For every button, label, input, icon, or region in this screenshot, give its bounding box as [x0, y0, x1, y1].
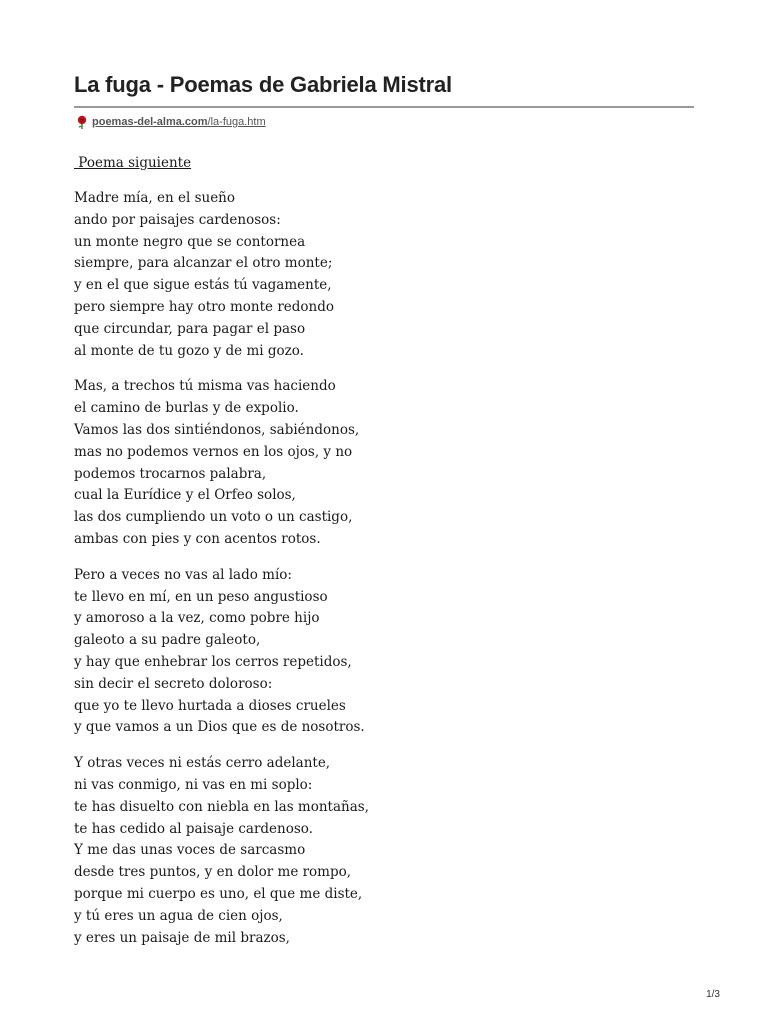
stanza [74, 376, 674, 550]
source-path: /la-fuga.htm [207, 116, 266, 128]
poem-line: y tú eres un agua de cien ojos, [74, 907, 283, 924]
poem-line: un monte negro que se contornea [74, 233, 306, 250]
poem-line: podemos trocarnos palabra, [74, 465, 267, 482]
source-line [74, 113, 266, 131]
poem-line: Pero a veces no vas al lado mío: [74, 566, 292, 583]
poem-line: y en el que sigue estás tú vagamente, [74, 277, 332, 294]
poem-line: te has cedido al paisaje cardenoso. [74, 820, 313, 837]
poem-line: que circundar, para pagar el paso [74, 320, 306, 337]
stanza [74, 753, 674, 949]
poem-line: te has disuelto con niebla en las montañas, [74, 798, 369, 815]
poem-line: ambas con pies y con acentos rotos. [74, 530, 321, 547]
poem-line: desde tres puntos, y en dolor me rompo, [74, 864, 352, 881]
poem-line: sin decir el secreto doloroso: [74, 675, 273, 692]
poem-line: Mas, a trechos tú misma vas haciendo [74, 378, 336, 395]
poem-line: porque mi cuerpo es uno, el que me diste, [74, 885, 363, 902]
poem-line: galeoto a su padre galeoto, [74, 632, 261, 649]
poem-body [74, 188, 674, 963]
poem-line: y que vamos a un Dios que es de nosotros. [74, 719, 365, 736]
poem-line: al monte de tu gozo y de mi gozo. [74, 342, 304, 359]
next-poem-link[interactable]: Poema siguiente [74, 155, 192, 171]
poem-line: cual la Eurídice y el Orfeo solos, [74, 487, 296, 504]
poem-line: y hay que enhebrar los cerros repetidos, [74, 653, 352, 670]
poem-line: las dos cumpliendo un voto o un castigo, [74, 509, 353, 526]
poem-line: Madre mía, en el sueño [74, 190, 236, 206]
poem-line: siempre, para alcanzar el otro monte; [74, 255, 333, 272]
stanza [74, 188, 674, 362]
page-number: 1/3 [706, 989, 720, 1000]
rose-icon [74, 114, 90, 130]
poem-line: ni vas conmigo, ni vas en mi soplo: [74, 776, 313, 793]
poem-line: el camino de burlas y de expolio. [74, 400, 299, 417]
page-title: La fuga - Poemas de Gabriela Mistral [74, 72, 452, 97]
poem-line: pero siempre hay otro monte redondo [74, 298, 335, 315]
source-link[interactable] [92, 113, 266, 131]
poem-line: que yo te llevo hurtada a dioses crueles [74, 697, 346, 714]
poem-line: y amoroso a la vez, como pobre hijo [74, 610, 320, 627]
poem-line: te llevo en mí, en un peso angustioso [74, 588, 328, 605]
poem-line: ando por paisajes cardenosos: [74, 211, 281, 228]
poem-line: Vamos las dos sintiéndonos, sabiéndonos, [74, 421, 360, 438]
poem-line: Y otras veces ni estás cerro adelante, [74, 755, 331, 772]
source-domain: poemas-del-alma.com [92, 116, 208, 128]
poem-line: mas no podemos vernos en los ojos, y no [74, 443, 353, 460]
poem-line: Y me das unas voces de sarcasmo [74, 842, 306, 859]
poem-line: y eres un paisaje de mil brazos, [74, 929, 290, 946]
title-divider [74, 106, 694, 108]
stanza [74, 565, 674, 739]
